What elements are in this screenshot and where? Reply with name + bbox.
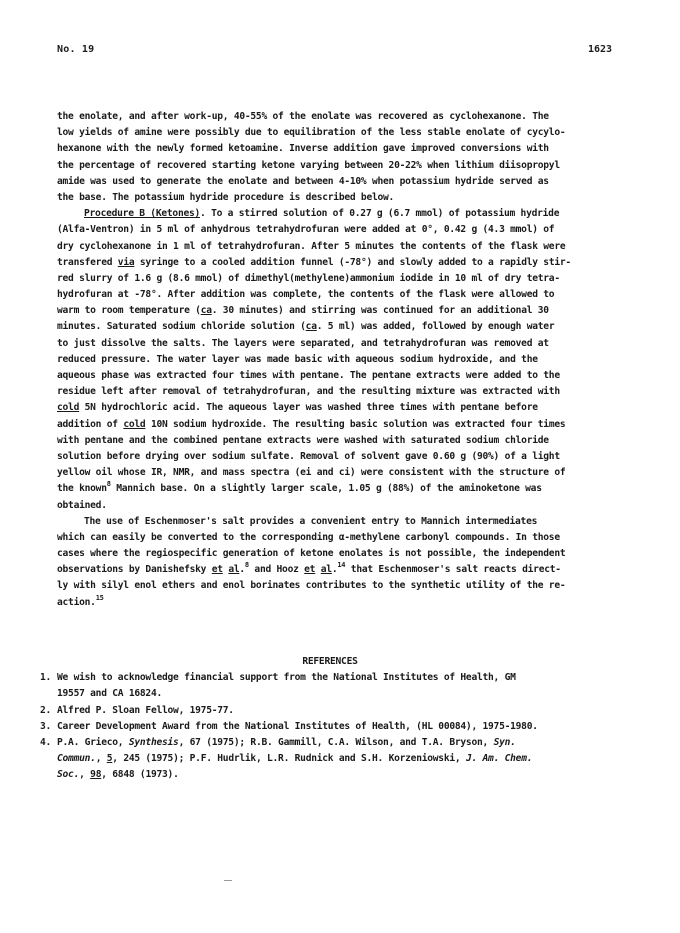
- text-span: 10N sodium hydroxide. The resulting basic solution was extracted four times: [145, 418, 566, 430]
- reference-item: [40, 735, 620, 784]
- text-line: observations by Danishefsky et al.$^8$ and Hooz et al.$^{14}$ that Eschenmoser's salt reacts direct-: [57, 562, 561, 576]
- journal-name: Synthesis: [128, 736, 179, 748]
- text-line: the enolate, and after work-up, 40-55% of the enolate was recovered as cyclohexanone. The: [57, 111, 549, 122]
- text-line: [57, 417, 617, 433]
- text-line: [57, 319, 617, 335]
- reference-text: [57, 751, 620, 767]
- text-line: solution before drying over sodium sulfate. Removal of solvent gave 0.60 g (90%) of a light: [57, 450, 560, 462]
- body-text: [57, 109, 617, 611]
- text-line: reduced pressure. The water layer was made basic with aqueous sodium hydroxide, and the: [57, 353, 538, 365]
- text-line: aqueous phase was extracted four times with pentane. The pentane extracts were added to the: [57, 370, 560, 381]
- reference-text: Career Development Award from the National Institutes of Health, (HL 00084), 1975-1980.: [57, 720, 538, 732]
- text-line: obtained.: [57, 499, 107, 511]
- text-span: that Eschenmoser's salt reacts direct-: [345, 564, 561, 576]
- underlined-word: cold: [123, 418, 146, 430]
- text-span: . 5 ml) was added, followed by enough water: [316, 321, 555, 333]
- text-line: [57, 303, 617, 319]
- reference-number: 1.: [40, 672, 52, 684]
- text-span: ,: [95, 753, 107, 765]
- text-line: hexanone with the newly formed ketoamine. Inverse addition gave improved conversions with: [57, 143, 549, 155]
- underlined-word: al: [320, 564, 332, 576]
- text-span: 5N hydrochloric acid. The aqueous layer was washed three times with pentane before: [79, 402, 538, 414]
- text-span: , 6848 (1973).: [101, 769, 179, 781]
- scan-mark: [224, 880, 232, 881]
- text-line: with pentane and the combined pentane extracts were washed with saturated sodium chloride: [57, 434, 549, 446]
- text-span: action.: [57, 596, 96, 608]
- underlined-word: et: [211, 564, 223, 576]
- text-line: residue left after removal of tetrahydrofuran, and the resulting mixture was extracted with: [57, 386, 560, 398]
- volume-number: 98: [90, 769, 102, 781]
- underlined-word: ca: [200, 305, 212, 317]
- citation-superscript: 8: [244, 562, 249, 570]
- text-span: . 30 minutes) and stirring was continued for an additional 30: [211, 305, 549, 317]
- text-span: P.A. Grieco,: [57, 736, 129, 748]
- underlined-word: ca: [305, 321, 317, 333]
- underlined-word: et: [304, 564, 316, 576]
- journal-name: J. Am. Chem.: [465, 753, 533, 765]
- text-line: The use of Eschenmoser's salt provides a convenient entry to Mannich intermediates: [84, 515, 538, 527]
- references-heading: REFERENCES: [302, 656, 358, 667]
- text-span: Mannich base. On a slightly larger scale, 1.05 g (88%) of the aminoketone was: [110, 483, 542, 495]
- procedure-b-heading: Procedure B (Ketones): [84, 208, 201, 220]
- reference-text: We wish to acknowledge financial support from the National Institutes of Health, GM: [57, 672, 516, 684]
- reference-number: 2.: [40, 704, 52, 716]
- text-line: to just dissolve the salts. The layers were separated, and tetrahydrofuran was removed at: [57, 337, 549, 349]
- text-span: , 245 (1975); P.F. Hudrlik, L.R. Rudnick and S.H. Korzeniowski,: [112, 753, 466, 765]
- text-span: transfered: [57, 256, 118, 268]
- text-span: warm to room temperature (: [57, 305, 201, 317]
- text-line: dry cyclohexanone in 1 ml of tetrahydrofuran. After 5 minutes the contents of the flask were: [57, 240, 566, 252]
- citation-superscript: 14: [337, 562, 346, 570]
- reference-number: 4.: [40, 736, 52, 748]
- page-number: 1623: [588, 44, 613, 55]
- text-line: cases where the regiospecific generation of ketone enolates is not possible, the independent: [57, 548, 566, 560]
- text-line: hydrofuran at -78°. After addition was complete, the contents of the flask were allowed to: [57, 289, 555, 301]
- text-line: the percentage of recovered starting ketone varying between 20-22% when lithium diisopropyl: [57, 159, 560, 171]
- references-section: [40, 654, 620, 784]
- reference-text: [57, 767, 620, 783]
- reference-item: [40, 670, 620, 702]
- citation-superscript: 8: [106, 481, 111, 489]
- journal-name: Soc.: [57, 769, 80, 781]
- reference-number: 3.: [40, 720, 52, 732]
- text-span: addition of: [57, 418, 124, 430]
- text-span: ,: [79, 769, 91, 781]
- text-span: . To a stirred solution of 0.27 g (6.7 mmol) of potassium hydride: [200, 208, 560, 220]
- text-line: (Alfa-Ventron) in 5 ml of anhydrous tetrahydrofuran were added at 0°, 0.42 g (4.3 mmol) of: [57, 224, 555, 236]
- text-line: [57, 481, 617, 497]
- text-span: and Hooz: [248, 564, 305, 576]
- text-span: syringe to a cooled addition funnel (-78°) and slowly added to a rapidly stir-: [134, 256, 571, 268]
- reference-text: 19557 and CA 16824.: [57, 688, 162, 700]
- text-line: red slurry of 1.6 g (8.6 mmol) of dimethyl(methylene)ammonium iodide in 10 ml of dry tetra-: [57, 272, 560, 284]
- citation-superscript: 15: [95, 594, 104, 602]
- text-line: which can easily be converted to the corresponding α-methylene carbonyl compounds. In those: [57, 531, 560, 543]
- journal-name: Commun.: [57, 753, 96, 765]
- text-line: [57, 206, 617, 222]
- underlined-word: al: [228, 564, 240, 576]
- underlined-word: cold: [57, 402, 80, 414]
- reference-item: [40, 719, 620, 735]
- text-line: [57, 255, 617, 271]
- reference-text: Alfred P. Sloan Fellow, 1975-77.: [57, 704, 234, 716]
- volume-number: 5: [106, 753, 113, 765]
- text-line: [57, 595, 617, 611]
- journal-issue-number: No. 19: [57, 44, 95, 55]
- text-span: , 67 (1975); R.B. Gammill, C.A. Wilson, and T.A. Bryson,: [178, 736, 494, 748]
- journal-name: Syn.: [493, 736, 516, 748]
- text-span: observations by Danishefsky: [57, 564, 212, 576]
- text-span: the known: [57, 483, 107, 495]
- text-line: [57, 400, 617, 416]
- text-line: the base. The potassium hydride procedure is described below.: [57, 191, 395, 203]
- text-span: minutes. Saturated sodium chloride solution (: [57, 321, 306, 333]
- text-line: yellow oil whose IR, NMR, and mass spectra (ei and ci) were consistent with the structure of: [57, 467, 566, 479]
- text-line: amide was used to generate the enolate and between 4-10% when potassium hydride served as: [57, 175, 549, 187]
- reference-item: [40, 703, 620, 719]
- text-line: low yields of amine were possibly due to equilibration of the less stable enolate of cycylo-: [57, 127, 566, 139]
- underlined-word: via: [117, 256, 135, 268]
- reference-text: [57, 735, 620, 751]
- text-line: ly with silyl enol ethers and enol borinates contributes to the synthetic utility of the re-: [57, 580, 566, 592]
